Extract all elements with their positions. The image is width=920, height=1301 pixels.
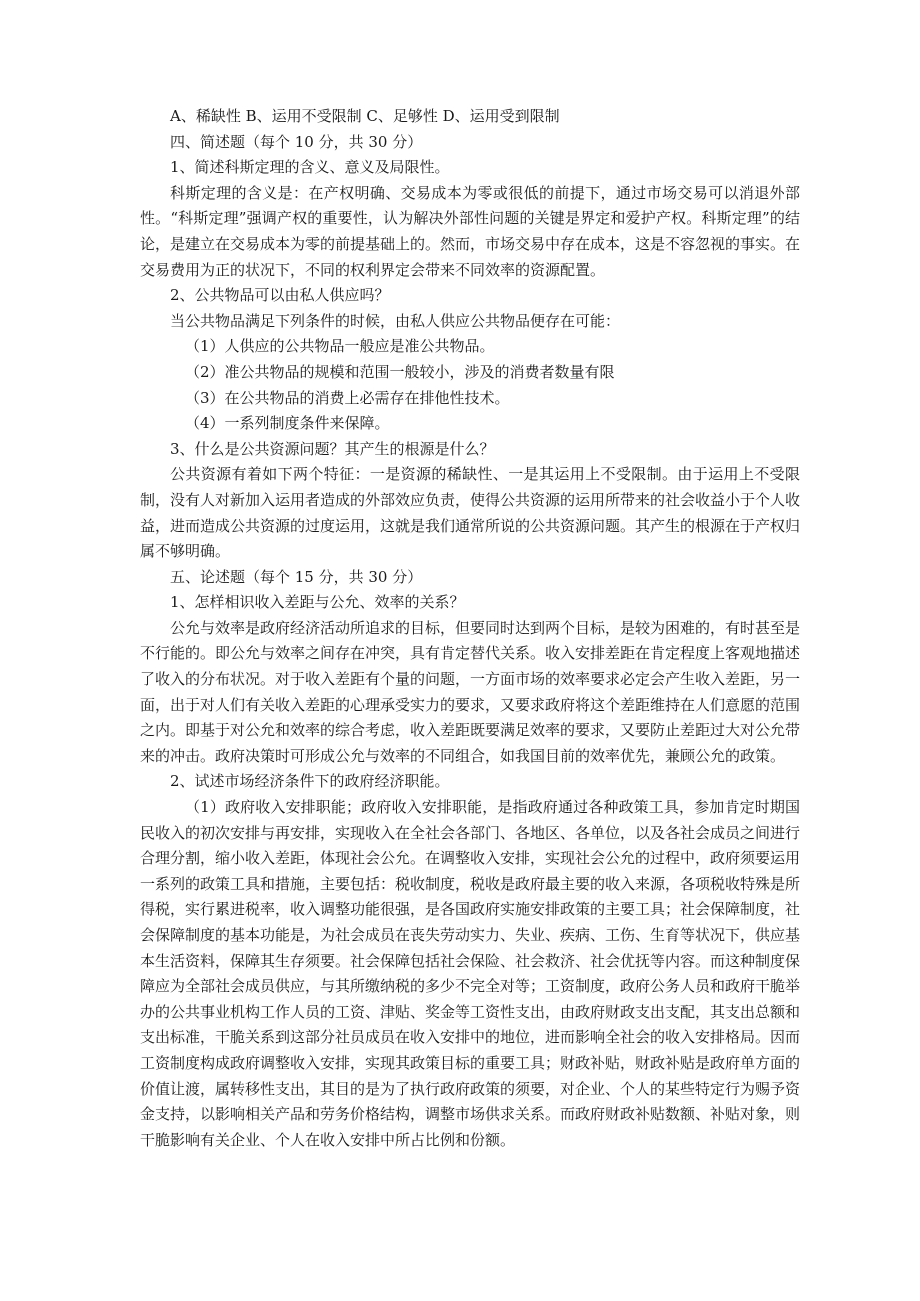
question-government-functions: 2、试述市场经济条件下的政府经济职能。 [170, 772, 450, 791]
question-coase-theorem: 1、简述科斯定理的含义、意义及局限性。 [170, 158, 450, 177]
answer-coase-theorem: 科斯定理的含义是：在产权明确、交易成本为零或很低的前提下，通过市场交易可以消退外部性。“科斯定理”强调产权的重要性，认为解决外部性问题的关键是界定和爱护产权。科斯定理”的结论，是建立在交易成本为零的前提基础上的。然而，市场交易中存在成本，这是不容忽视的事实。在交易费用为正的状况下，不同的权利界定会带来不同效率的资源配置。 [140, 183, 801, 279]
answer-income-gap: 公允与效率是政府经济活动所追求的目标，但要同时达到两个目标，是较为困难的，有时甚至是不行能的。即公允与效率之间存在冲突，具有肯定替代关系。收入安排差距在肯定程度上客观地描述了收入的分布状况。对于收入差距有个量的问题，一方面市场的效率要求必定会产生收入差距，另一面，出于对人们有关收入差距的心理承受实力的要求，又要求政府将这个差距维持在人们意愿的范围之内。即基于对公允和效率的综合考虑，收入差距既要满足效率的要求，又要防止差距过大对公允带来的冲击。政府决策时可形成公允与效率的不同组合，如我国目前的效率优先，兼顾公允的政策。 [140, 618, 801, 765]
question-income-gap: 1、怎样相识收入差距与公允、效率的关系？ [170, 593, 465, 612]
paragraph-options-line: A、稀缺性 B、运用不受限制 C、足够性 D、运用受到限制 [170, 107, 560, 125]
list-item: （1）人供应的公共物品一般应是准公共物品。 [185, 337, 495, 356]
question-public-goods: 2、公共物品可以由私人供应吗？ [170, 286, 390, 305]
section-heading-short-answer: 四、简述题（每个 10 分，共 30 分） [170, 132, 423, 151]
list-item: （4）一系列制度条件来保障。 [185, 414, 390, 433]
list-item: （3）在公共物品的消费上必需存在排他性技术。 [185, 388, 510, 407]
section-heading-essay: 五、论述题（每个 15 分，共 30 分） [170, 567, 423, 586]
list-item: （2）准公共物品的规模和范围一般较小，涉及的消费者数量有限 [185, 362, 615, 381]
document-body [140, 104, 800, 1153]
question-public-resources: 3、什么是公共资源问题？其产生的根源是什么？ [170, 439, 495, 458]
answer-public-goods-intro: 当公共物品满足下列条件的时候，由私人供应公共物品便存在可能： [170, 311, 621, 330]
answer-government-functions: （1）政府收入安排职能；政府收入安排职能，是指政府通过各种政策工具，参加肯定时期国民收入的初次安排与再安排，实现收入在全社会各部门、各地区、各单位，以及各社会成员之间进行合理分割，缩小收入差距，体现社会公允。在调整收入安排，实现社会公允的过程中，政府须要运用一系列的政策工具和措施，主要包括：税收制度，税收是政府最主要的收入来源，各项税收特殊是所得税，实行累进税率，收入调整功能很强，是各国政府实施安排政策的主要工具；社会保障制度，社会保障制度的基本功能是，为社会成员在丧失劳动实力、失业、疾病、工伤、生育等状况下，供应基本生活资料，保障其生存须要。社会保障包括社会保险、社会救济、社会优抚等内容。而这种制度保障应为全部社会成员供应，与其所缴纳税的多少不完全对等；工资制度，政府公务人员和政府干脆举办的公共事业机构工作人员的工资、津贴、奖金等工资性支出，由政府财政支出支配，其支出总额和支出标准，干脆关系到这部分社员成员在收入安排中的地位，进而影响全社会的收入安排格局。因而工资制度构成政府调整收入安排，实现其政策目标的重要工具；财政补贴，财政补贴是政府单方面的价值让渡，属转移性支出，其目的是为了执行政府政策的须要，对企业、个人的某些特定行为赐予资金支持，以影响相关产品和劳务价格结构，调整市场供求关系。而政府财政补贴数额、补贴对象，则干脆影响有关企业、个人在收入安排中所占比例和份额。 [140, 798, 801, 1149]
answer-public-resources: 公共资源有着如下两个特征：一是资源的稀缺性、一是其运用上不受限制。由于运用上不受限制，没有人对新加入运用者造成的外部效应负责，使得公共资源的运用所带来的社会收益小于个人收益，进而造成公共资源的过度运用，这就是我们通常所说的公共资源问题。其产生的根源在于产权归属不够明确。 [140, 465, 801, 561]
